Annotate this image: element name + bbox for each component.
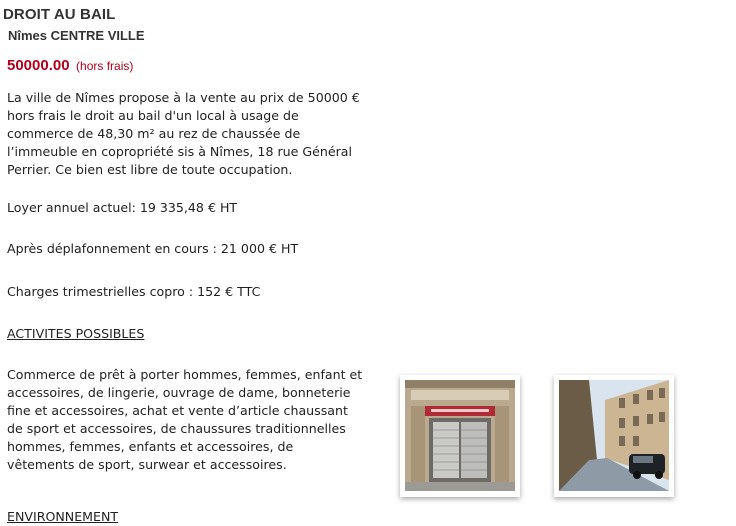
price-row xyxy=(7,57,133,75)
listing-location: Nîmes CENTRE VILLE xyxy=(8,28,145,43)
charges-line: Charges trimestrielles copro : 152 € TTC xyxy=(7,284,261,299)
price-note: (hors frais) xyxy=(76,59,134,73)
listing-title: DROIT AU BAIL xyxy=(3,6,116,23)
activities-text: Commerce de prêt à porter hommes, femmes, enfant et accessoires, de lingerie, ouvrage de dame, bonneterie fine et accessoires, achat et vente d’article chaussant de sport et accessoires, de chaussures traditionnelles hommes, femmes, enfants et accessoires, de vêtements de sport, surwear et accessoires. xyxy=(7,367,363,472)
listing-description: La ville de Nîmes propose à la vente au prix de 50000 € hors frais le droit au bail d'un local à usage de commerce de 48,30 m² au rez de chaussée de l’immeuble en copropriété sis à Nîmes, 18 rue Général Perrier. Ce bien est libre de toute occupation. xyxy=(7,90,360,177)
rent-after-line: Après déplafonnement en cours : 21 000 € HT xyxy=(7,241,299,256)
environment-heading: ENVIRONNEMENT xyxy=(7,509,119,524)
rent-line: Loyer annuel actuel: 19 335,48 € HT xyxy=(7,200,238,215)
street-photo-image xyxy=(559,380,669,491)
storefront-photo[interactable] xyxy=(400,375,520,497)
storefront-photo-image xyxy=(405,380,515,491)
price-value: 50000.00 xyxy=(7,57,70,74)
activities-heading: ACTIVITES POSSIBLES xyxy=(7,326,145,341)
street-photo[interactable] xyxy=(554,375,674,497)
